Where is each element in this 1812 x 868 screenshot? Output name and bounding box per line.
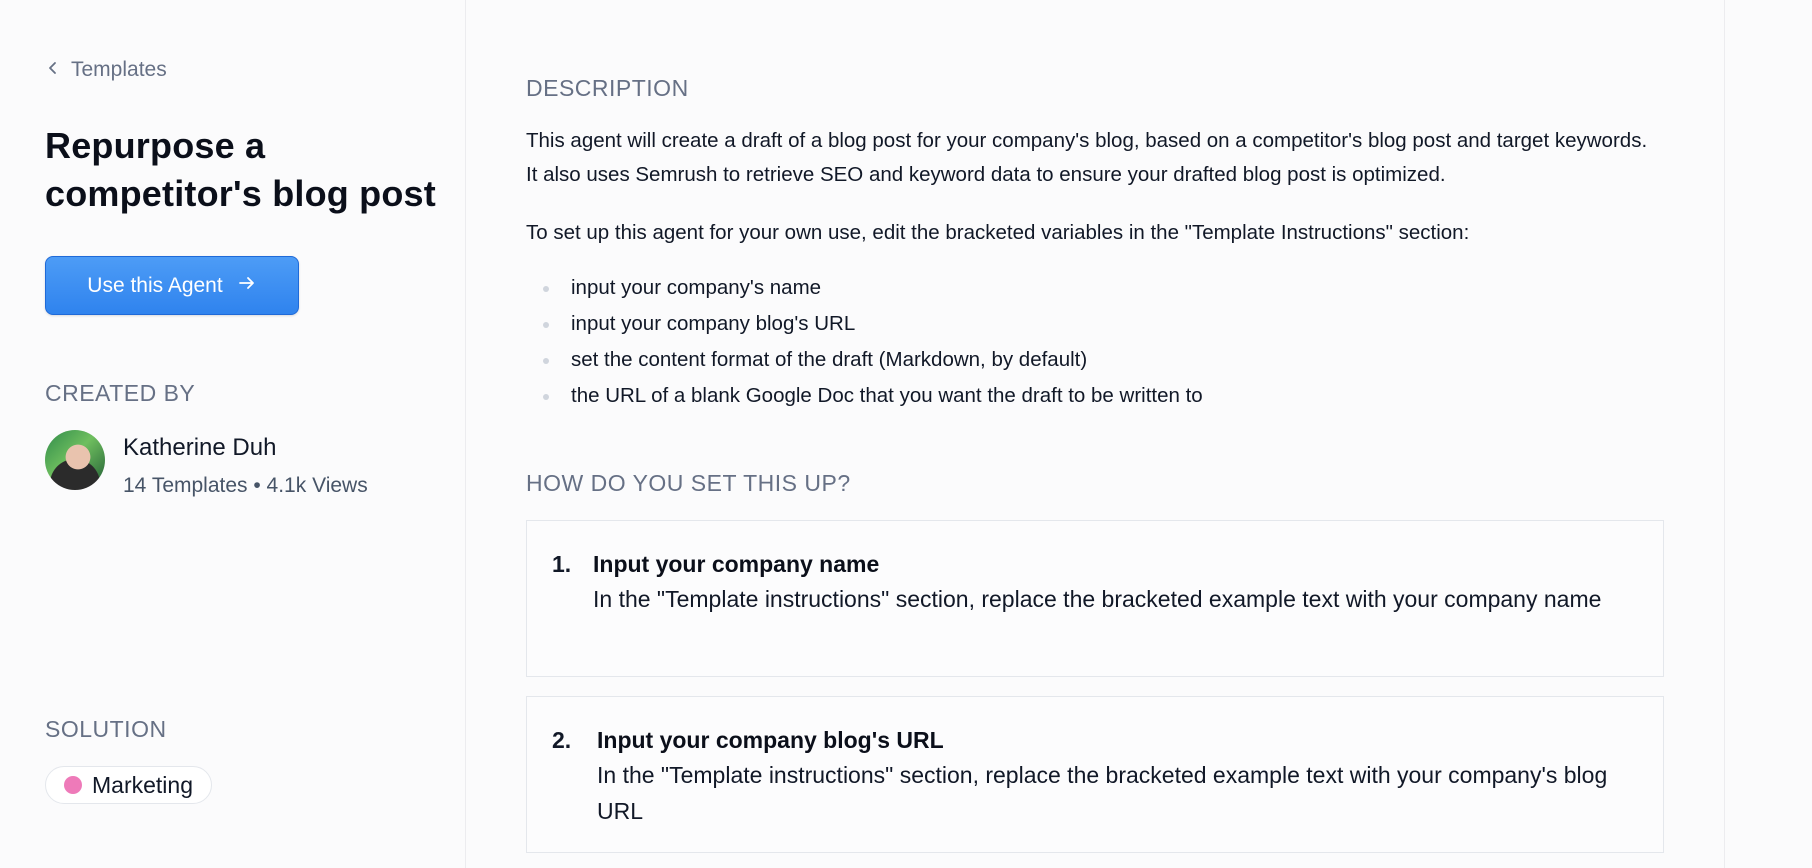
sidebar [0,0,466,868]
setup-step-1 [526,520,1664,677]
chevron-left-icon [45,58,61,82]
step-body: In the "Template instructions" section, replace the bracketed example text with your company's blog URL [597,762,1608,824]
content-divider [1724,0,1725,868]
creator-stats: 14 Templates • 4.1k Views [123,474,368,497]
creator-card [45,430,368,498]
step-content [597,723,1633,826]
list-item: the URL of a blank Google Doc that you want the draft to be written to [526,378,1664,414]
creator-name: Katherine Duh [123,434,277,461]
solution-tag-label: Marketing [92,771,193,798]
page-title: Repurpose a competitor's blog post [45,125,436,214]
setup-step-2 [526,696,1664,853]
description-heading: DESCRIPTION [526,75,689,101]
use-agent-button-label: Use this Agent [87,273,223,297]
step-content [593,547,1601,650]
list-item: input your company blog's URL [526,306,1664,342]
back-to-templates-link[interactable] [45,58,167,82]
step-title: Input your company name [593,551,880,577]
arrow-right-icon [237,273,257,299]
setup-heading: HOW DO YOU SET THIS UP? [526,470,851,496]
description-paragraph-2: To set up this agent for your own use, edit the bracketed variables in the "Template Instructions" section: [526,221,1470,244]
list-item: input your company's name [526,270,1664,306]
creator-info [123,430,368,498]
avatar [45,430,105,490]
solution-tag[interactable] [45,766,212,804]
step-number: 2. [552,727,572,753]
step-body: In the "Template instructions" section, replace the bracketed example text with your company name [593,586,1602,612]
list-item: set the content format of the draft (Markdown, by default) [526,342,1664,378]
use-agent-button[interactable] [45,256,299,315]
description-paragraph-1: This agent will create a draft of a blog post for your company's blog, based on a competitor's blog post and target keywords. It also uses Semrush to retrieve SEO and keyword data to ensure your drafted blog post is optimized. [526,129,1648,186]
setup-variables-list [526,270,1664,414]
tag-color-dot-icon [64,776,82,794]
step-number: 1. [552,551,572,577]
created-by-heading: CREATED BY [45,380,196,406]
back-link-label: Templates [71,58,167,81]
step-title: Input your company blog's URL [597,727,944,753]
solution-heading: SOLUTION [45,716,167,742]
